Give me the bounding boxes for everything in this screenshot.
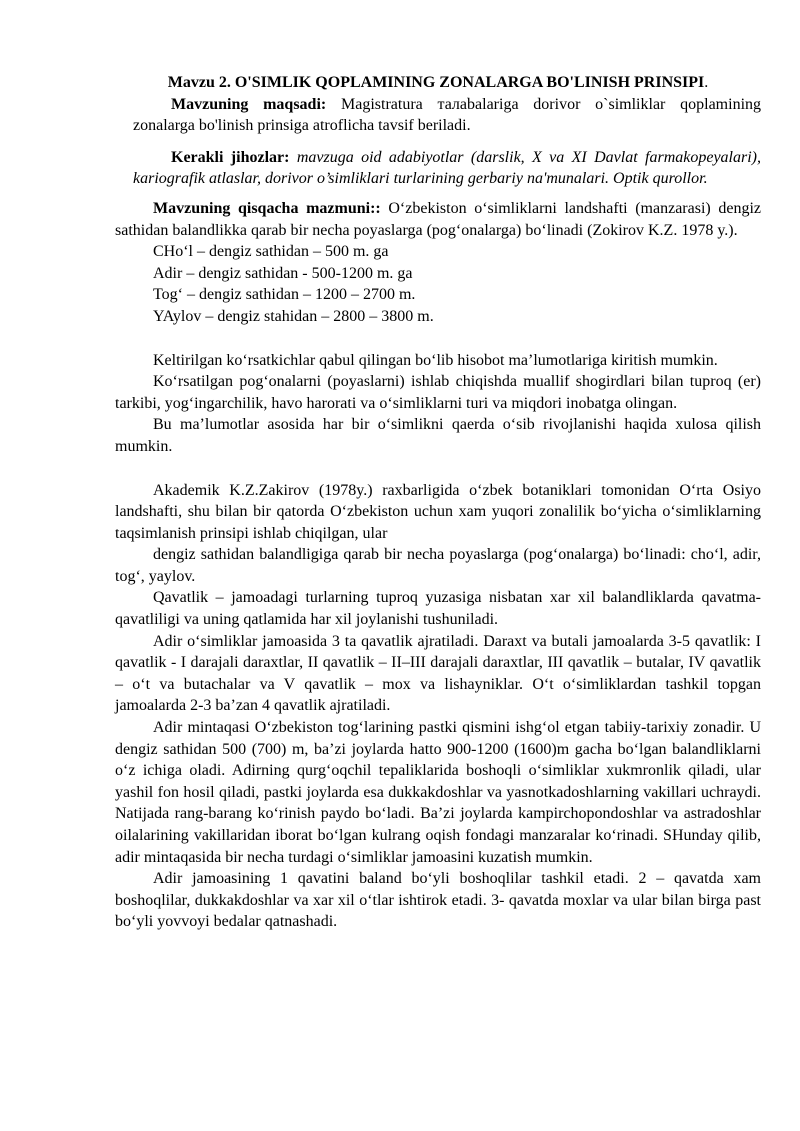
- summary-label: Mavzuning qisqacha mazmuni::: [153, 199, 381, 217]
- zone-line: Adir – dengiz sathidan - 500-1200 m. ga: [153, 264, 413, 282]
- body-paragraph: dengiz sathidan balandligiga qarab bir necha poyaslarga (pog‘onalarga) bo‘linadi: cho‘l, adir, tog‘, yaylov.: [115, 546, 761, 585]
- equipment-paragraph: [133, 147, 761, 190]
- zone-line: YAylov – dengiz stahidan – 2800 – 3800 m.: [153, 307, 434, 325]
- body-paragraph: Ko‘rsatilgan pog‘onalarni (poyaslarni) ishlab chiqishda muallif shogirdlari bilan tuproq (er) tarkibi, yog‘ingarchilik, havo harorati va o‘simliklarni turi va miqdori inobatga olingan.: [115, 373, 761, 412]
- zone-line: CHo‘l – dengiz sathidan – 500 m. ga: [153, 243, 389, 261]
- page-title: [115, 72, 761, 94]
- summary-paragraph: [115, 198, 761, 241]
- objective-paragraph: [133, 94, 761, 137]
- body-paragraph: Qavatlik – jamoadagi turlarning tuproq yuzasiga nisbatan xar xil balandliklarda qavatma-qavatliligi va uning qatlamida har xil joylanishi tushuniladi.: [115, 589, 761, 629]
- body-paragraph: Adir jamoasining 1 qavatini baland bo‘yli boshoqlilar tashkil etadi. 2 – qavatda xam boshoqlilar, dukkakdoshlar va xar xil o‘tlar ishtirok etadi. 3- qavatda moxlar va ular bilan birga past bo‘yli yovvoyi bedalar qatnashadi.: [115, 870, 761, 931]
- zone-line: Tog‘ – dengiz sathidan – 1200 – 2700 m.: [153, 286, 416, 304]
- spacer: [115, 458, 761, 480]
- body-paragraph: Akademik K.Z.Zakirov (1978y.) raxbarligida o‘zbek botaniklari tomonidan O‘rta Osiyo landshafti, shu bilan bir qatorda O‘zbekiston uchun xam yuqori zonalilik bo‘yicha o‘simliklarning taqsimlanish prinsipi ishlab chiqilgan, ular: [115, 481, 761, 542]
- spacer: [115, 328, 761, 350]
- body-paragraph: Keltirilgan ko‘rsatkichlar qabul qilingan bo‘lib hisobot ma’lumotlariga kiritish mumkin.: [153, 351, 718, 369]
- document-page: [115, 72, 761, 933]
- title-period: .: [704, 74, 709, 91]
- equipment-text: mavzuga oid adabiyotlar (darslik, X va XI Davlat farmakopeyalari), kariografik atlaslar, dorivor o’simliklari turlarining gerbariy na'munalari. Optik qurollor.: [133, 148, 761, 188]
- body-paragraph: Adir mintaqasi O‘zbekiston tog‘larining pastki qismini ishg‘ol etgan tabiiy-tarixiy zonadir. U dengiz sathidan 500 (700) m, ba’zi joylarda hatto 900-1200 (1600)m gacha bo‘lgan balandliklarni o‘z ichiga oladi. Adirning qurg‘oqchil tepaliklarida boshoqli o‘simliklar xukmronlik qiladi, ular yashil fon hosil qiladi, pastki joylarda esa dukkakdoshlar va yasnotkadoshlarning vakillari uchraydi. Natijada rang-barang ko‘rinish paydo bo‘ladi. Ba’zi joylarda kampirchopondoshlar va astradoshlar oilalarining vakillaridan iborat bo‘lgan kulrang oqish fondagi manzaralar ko‘rinadi. SHunday qilib, adir mintaqasida bir necha turdagi o‘simliklar jamoasini kuzatish mumkin.: [115, 719, 761, 866]
- summary-text: O‘zbekiston o‘simliklarni landshafti (manzarasi) dengiz sathidan balandlikka qarab bir necha poyaslarga (pog‘onalarga) bo‘linadi (Zokirov K.Z. 1978 y.).: [115, 199, 762, 239]
- objective-text: Magistratura талabalariga dorivor o`simliklar qoplamining zonalarga bo'linish prinsiga atroflicha tavsif beriladi.: [133, 95, 762, 135]
- body-paragraph: Adir o‘simliklar jamoasida 3 ta qavatlik ajratiladi. Daraxt va butali jamoalarda 3-5 qavatlik: I qavatlik - I darajali daraxtlar, II qavatlik – II–III darajali daraxtlar, III qavatlik – butalar, IV qavatlik – o‘t va butachalar va V qavatlik – mox va lishayniklar. O‘t o‘simliklardan tashkil topgan jamoalarda 2-3 ba’zan 4 qavatlik ajratiladi.: [115, 632, 761, 715]
- objective-label: Mavzuning maqsadi:: [171, 95, 327, 113]
- equipment-label: Kerakli jihozlar:: [171, 148, 290, 166]
- title-text: Mavzu 2. O'SIMLIK QOPLAMINING ZONALARGA BO'LINISH PRINSIPI: [167, 74, 705, 91]
- body-paragraph: Bu ma’lumotlar asosida har bir o‘simlikni qaerda o‘sib rivojlanishi haqida xulosa qilish mumkin.: [115, 416, 761, 455]
